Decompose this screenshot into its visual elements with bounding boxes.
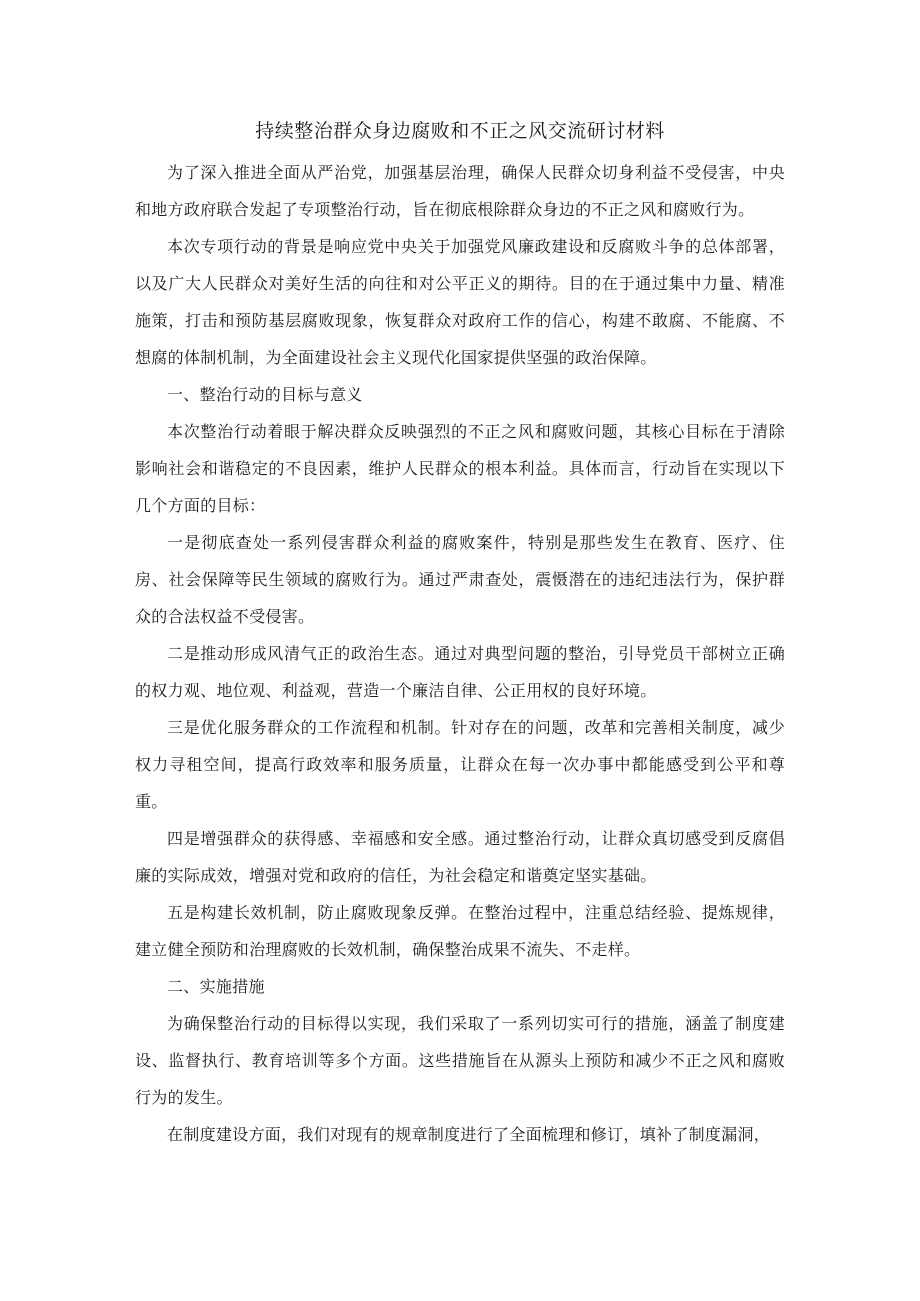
paragraph-background: 本次专项行动的背景是响应党中央关于加强党风廉政建设和反腐败斗争的总体部署，以及广大人民群众对美好生活的向往和对公平正义的期待。目的在于通过集中力量、精准施策，打击和预防基层腐败现象，恢复群众对政府工作的信心，构建不敢腐、不能腐、不想腐的体制机制，为全面建设社会主义现代化国家提供坚强的政治保障。 [135,237,785,367]
paragraph-institution-building: 在制度建设方面，我们对现有的规章制度进行了全面梳理和修订，填补了制度漏洞， [167,1125,771,1144]
section-heading-measures: 二、实施措施 [167,977,265,996]
document-title: 持续整治群众身边腐败和不正之风交流研讨材料 [255,120,665,142]
paragraph-goal-4: 四是增强群众的获得感、幸福感和安全感。通过整治行动，让群众真切感受到反腐倡廉的实际成效，增强对党和政府的信任，为社会稳定和谐奠定坚实基础。 [135,829,785,885]
paragraph-goals-intro: 本次整治行动着眼于解决群众反映强烈的不正之风和腐败问题，其核心目标在于清除影响社会和谐稳定的不良因素，维护人民群众的根本利益。具体而言，行动旨在实现以下几个方面的目标： [135,422,785,515]
paragraph-goal-2: 二是推动形成风清气正的政治生态。通过对典型问题的整治，引导党员干部树立正确的权力观、地位观、利益观，营造一个廉洁自律、公正用权的良好环境。 [135,644,785,700]
paragraph-goal-3: 三是优化服务群众的工作流程和机制。针对存在的问题，改革和完善相关制度，减少权力寻租空间，提高行政效率和服务质量，让群众在每一次办事中都能感受到公平和尊重。 [135,718,785,811]
paragraph-intro: 为了深入推进全面从严治党，加强基层治理，确保人民群众切身利益不受侵害，中央和地方政府联合发起了专项整治行动，旨在彻底根除群众身边的不正之风和腐败行为。 [135,163,785,219]
paragraph-goal-1: 一是彻底查处一系列侵害群众利益的腐败案件，特别是那些发生在教育、医疗、住房、社会保障等民生领域的腐败行为。通过严肃查处，震慑潜在的违纪违法行为，保护群众的合法权益不受侵害。 [135,533,785,626]
document-body [135,118,785,1153]
paragraph-goal-5: 五是构建长效机制，防止腐败现象反弹。在整治过程中，注重总结经验、提炼规律，建立健全预防和治理腐败的长效机制，确保整治成果不流失、不走样。 [135,903,785,959]
section-heading-goals: 一、整治行动的目标与意义 [167,385,363,404]
paragraph-measures-intro: 为确保整治行动的目标得以实现，我们采取了一系列切实可行的措施，涵盖了制度建设、监督执行、教育培训等多个方面。这些措施旨在从源头上预防和减少不正之风和腐败行为的发生。 [135,1014,785,1107]
